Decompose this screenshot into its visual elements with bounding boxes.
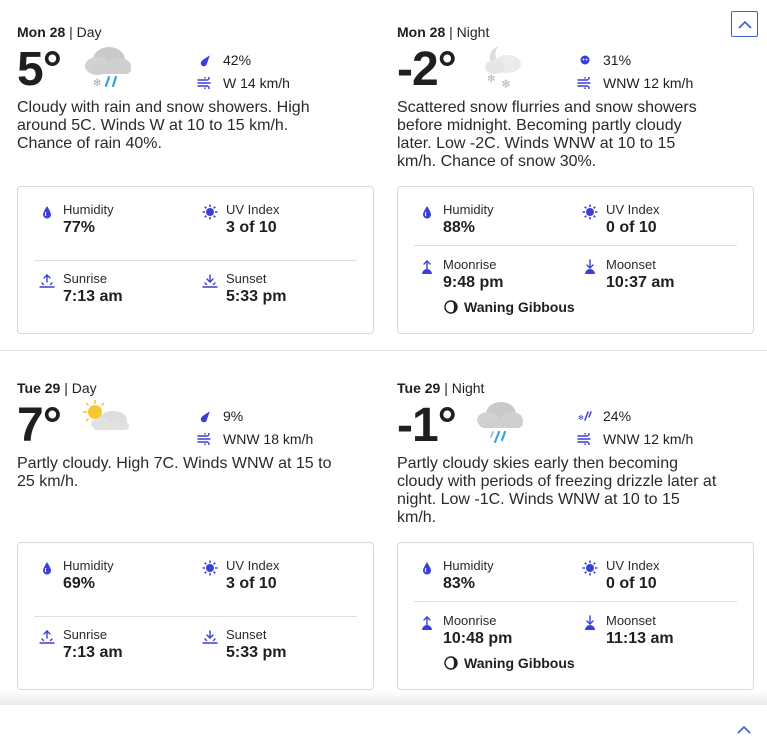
sunrise-value: 7:13 am: [63, 288, 123, 305]
card-divider: [34, 616, 357, 617]
card-divider: [414, 601, 737, 602]
raindrop-icon: [197, 408, 213, 424]
temperature: -1°: [397, 399, 456, 452]
collapse-button[interactable]: [731, 11, 758, 37]
quick-stats: [197, 48, 290, 94]
panel-date: Mon 28: [17, 24, 66, 40]
svg-text:✻: ✻: [93, 78, 102, 89]
moonrise-icon: [419, 615, 435, 631]
sunrise-detail: [63, 627, 123, 663]
moonset-detail: [606, 613, 674, 649]
temperature: 5°: [17, 43, 61, 96]
humidity-icon: [419, 204, 435, 220]
moonset-icon: [582, 259, 598, 275]
details-card: [397, 542, 754, 690]
sunset-value: 5:33 pm: [226, 288, 287, 305]
quick-stats: [577, 48, 693, 94]
uv-value: 3 of 10: [226, 219, 277, 236]
uv-index-icon: [202, 560, 218, 576]
waning-gibbous-moon-icon: [444, 300, 458, 314]
moonrise-detail: [443, 613, 512, 649]
wind-stat: [577, 71, 693, 94]
humidity-value: 88%: [443, 219, 476, 236]
moon-phase-label: Waning Gibbous: [464, 655, 575, 671]
wind-value: W 14 km/h: [223, 74, 290, 91]
snow-moon-cloud-icon: [477, 42, 533, 92]
wind-value: WNW 12 km/h: [603, 430, 694, 447]
temperature: 7°: [17, 399, 61, 452]
night-panel: [397, 350, 757, 705]
wind-stat: [577, 427, 693, 450]
moon-phase: [444, 299, 575, 315]
precip-stat: [577, 48, 693, 71]
uv-value: 0 of 10: [606, 575, 657, 592]
moonrise-icon: [419, 259, 435, 275]
precip-value: 24%: [603, 407, 632, 424]
sunset-icon: [202, 273, 218, 289]
moonrise-value: 10:48 pm: [443, 630, 513, 647]
wind-icon: [197, 431, 213, 447]
moonset-value: 10:37 am: [606, 274, 675, 291]
humidity-value: 77%: [63, 219, 96, 236]
moonrise-label: Moonrise: [443, 257, 497, 272]
sunrise-icon: [39, 629, 55, 645]
moonset-label: Moonset: [606, 257, 656, 272]
forecast-narrative: Scattered snow flurries and snow showers before midnight. Becoming partly cloudy later. Low -2C. Winds WNW at 10 to 15 km/h. Chance of snow 30%.: [397, 99, 697, 170]
sunrise-label: Sunrise: [63, 627, 108, 642]
moonset-label: Moonset: [606, 613, 656, 628]
chevron-up-icon: [738, 20, 752, 29]
wind-stat: [197, 71, 290, 94]
wind-value: WNW 18 km/h: [223, 430, 314, 447]
uv-label: UV Index: [226, 202, 280, 217]
precip-stat: [197, 48, 290, 71]
rain-snow-cloud-icon: [79, 42, 135, 92]
uv-label: UV Index: [606, 202, 660, 217]
moonrise-detail: [443, 257, 503, 293]
precip-value: 31%: [603, 51, 632, 68]
uv-value: 3 of 10: [226, 575, 277, 592]
uv-value: 0 of 10: [606, 219, 657, 236]
forecast-narrative: Partly cloudy skies early then becoming cloudy with periods of freezing drizzle later at night. Low -1C. Winds WNW at 10 to 15 km/h.: [397, 455, 717, 526]
card-divider: [34, 260, 357, 261]
moon-phase: [444, 655, 575, 671]
uv-label: UV Index: [226, 558, 280, 573]
wind-value: WNW 12 km/h: [603, 74, 694, 91]
moonrise-value: 9:48 pm: [443, 274, 504, 291]
snowflake-icon: [577, 52, 593, 68]
humidity-label: Humidity: [443, 202, 494, 217]
panel-heading: [17, 23, 102, 41]
precip-value: 42%: [223, 51, 252, 68]
moonset-detail: [606, 257, 675, 293]
uv-index-icon: [582, 560, 598, 576]
wind-stat: [197, 427, 313, 450]
humidity-icon: [419, 560, 435, 576]
uv-detail: [606, 558, 659, 594]
forecast-narrative: Partly cloudy. High 7C. Winds WNW at 15 to 25 km/h.: [17, 455, 332, 490]
waning-gibbous-moon-icon: [444, 656, 458, 670]
scroll-shadow: [0, 691, 767, 705]
quick-stats: [577, 404, 693, 450]
uv-index-icon: [202, 204, 218, 220]
panel-part: | Day: [69, 24, 102, 40]
humidity-value: 83%: [443, 575, 476, 592]
sunrise-value: 7:13 am: [63, 644, 123, 661]
night-panel: [397, 0, 757, 350]
freezing-drizzle-cloud-icon: [471, 398, 527, 448]
sunrise-detail: [63, 271, 123, 307]
panel-part: | Day: [64, 380, 97, 396]
panel-part: | Night: [449, 24, 490, 40]
panel-heading: [17, 379, 97, 397]
uv-detail: [226, 202, 279, 238]
forecast-narrative: Cloudy with rain and snow showers. High around 5C. Winds W at 10 to 15 km/h. Chance of rain 40%.: [17, 99, 310, 152]
sunset-detail: [226, 627, 286, 663]
humidity-label: Humidity: [443, 558, 494, 573]
wind-icon: [577, 431, 593, 447]
sunset-label: Sunset: [226, 627, 267, 642]
humidity-icon: [39, 204, 55, 220]
quick-stats: [197, 404, 313, 450]
uv-label: UV Index: [606, 558, 660, 573]
panel-date: Tue 29: [17, 380, 61, 396]
sunset-value: 5:33 pm: [226, 644, 287, 661]
moonset-icon: [582, 615, 598, 631]
humidity-detail: [443, 202, 494, 238]
svg-text:✻: ✻: [487, 74, 496, 85]
panel-heading: [397, 23, 489, 41]
uv-detail: [606, 202, 659, 238]
precip-stat: [197, 404, 313, 427]
humidity-label: Humidity: [63, 558, 114, 573]
panel-part: | Night: [444, 380, 485, 396]
forecast-row: [0, 350, 767, 705]
partly-cloudy-sun-icon: [79, 398, 135, 448]
sunset-label: Sunset: [226, 271, 267, 286]
details-card: [17, 542, 374, 690]
humidity-icon: [39, 560, 55, 576]
sunset-detail: [226, 271, 286, 307]
svg-text:✻: ✻: [578, 414, 584, 422]
moonrise-label: Moonrise: [443, 613, 497, 628]
humidity-detail: [63, 202, 114, 238]
humidity-value: 69%: [63, 575, 96, 592]
panel-heading: [397, 379, 484, 397]
sunset-icon: [202, 629, 218, 645]
humidity-detail: [63, 558, 114, 594]
details-card: [397, 186, 754, 334]
card-divider: [414, 245, 737, 246]
uv-detail: [226, 558, 279, 594]
panel-date: Tue 29: [397, 380, 441, 396]
precip-value: 9%: [223, 407, 244, 424]
forecast-row: [0, 0, 767, 351]
uv-index-icon: [582, 204, 598, 220]
moon-phase-label: Waning Gibbous: [464, 299, 575, 315]
raindrop-icon: [197, 52, 213, 68]
humidity-label: Humidity: [63, 202, 114, 217]
collapse-button[interactable]: [732, 717, 756, 741]
precip-stat: [577, 404, 693, 427]
wind-icon: [577, 75, 593, 91]
moonset-value: 11:13 am: [606, 630, 674, 647]
sunrise-label: Sunrise: [63, 271, 108, 286]
chevron-up-icon: [737, 725, 751, 734]
freezing-drizzle-icon: [577, 408, 593, 424]
sunrise-icon: [39, 273, 55, 289]
day-panel: [17, 350, 377, 705]
svg-text:❄: ❄: [501, 77, 512, 91]
details-card: [17, 186, 374, 334]
wind-icon: [197, 75, 213, 91]
humidity-detail: [443, 558, 494, 594]
day-panel: [17, 0, 377, 350]
panel-date: Mon 28: [397, 24, 446, 40]
temperature: -2°: [397, 43, 456, 96]
